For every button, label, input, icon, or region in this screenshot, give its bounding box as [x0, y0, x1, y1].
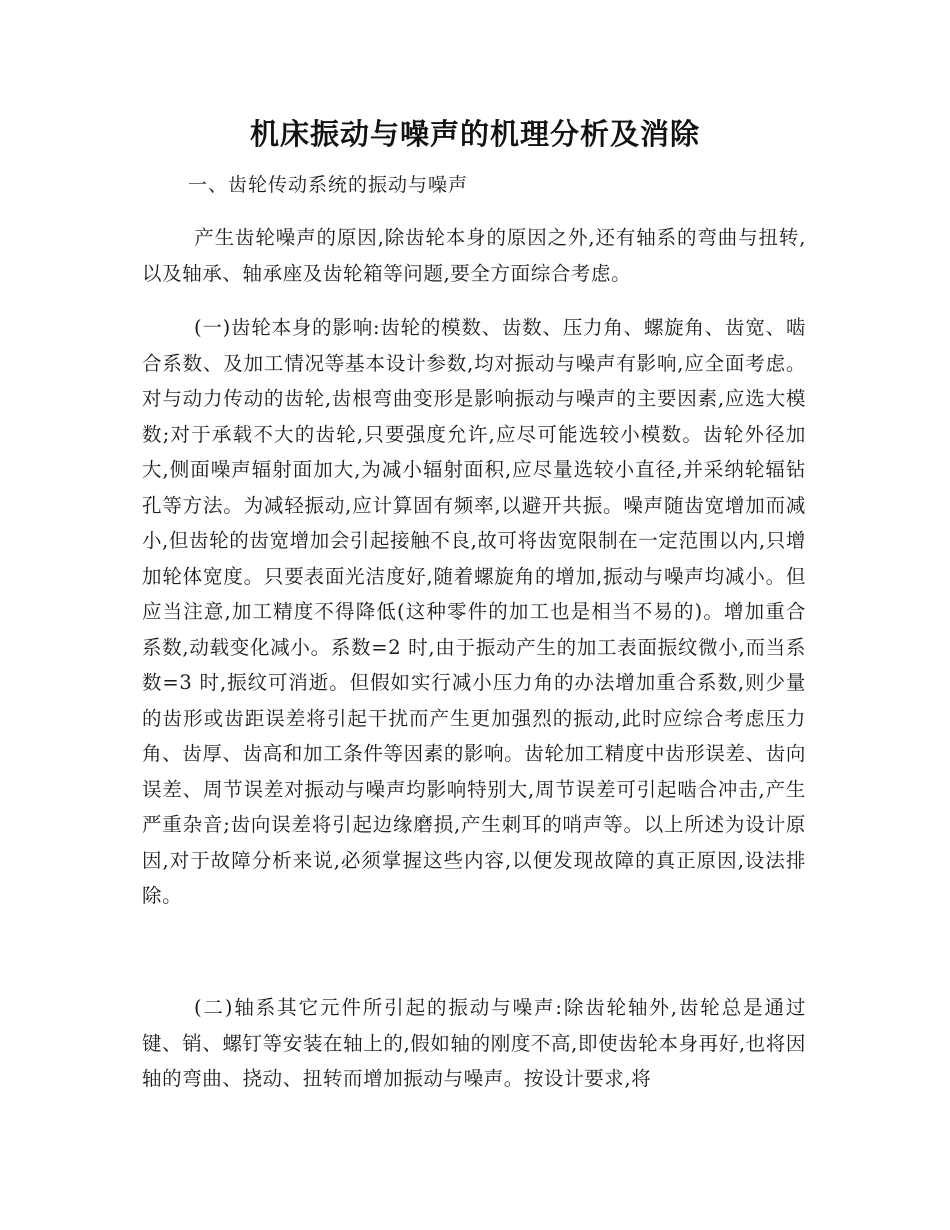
paragraph-text: (二)轴系其它元件所引起的振动与噪声:除齿轮轴外,齿轮总是通过键、销、螺钉等安装在轴上的,假如轴的刚度不高,即使齿轮本身再好,也将因轴的弯曲、挠动、扭转而增加振动与噪声。按设计要求,将 — [142, 996, 806, 1090]
paragraph-text: (一)齿轮本身的影响:齿轮的模数、齿数、压力角、螺旋角、齿宽、啮合系数、及加工情况等基本设计参数,均对振动与噪声有影响,应全面考虑。对与动力传动的齿轮,齿根弯曲变形是影响振动与噪声的主要因素,应选大模数;对于承载不大的齿轮,只要强度允许,应尽可能选较小模数。齿轮外径加大,侧面噪声辐射面加大,为减小辐射面积,应尽量选较小直径,并采纳轮辐钻孔等方法。为减轻振动,应计算固有频率,以避开共振。噪声随齿宽增加而减小,但齿轮的齿宽增加会引起接触不良,故可将齿宽限制在一定范围以内,只增加轮体宽度。只要表面光洁度好,随着螺旋角的增加,振动与噪声均减小。但应当注意,加工精度不得降低(这种零件的加工也是相当不易的)。增加重合系数,动载变化减小。系数=2 时,由于振动产生的加工表面振纹微小,而当系数=3 时,振纹可消逝。但假如实行减小压力角的办法增加重合系数,则少量的齿形或齿距误差将引起干扰而产生更加强烈的振动,此时应综合考虑压力角、齿厚、齿高和加工条件等因素的影响。齿轮加工精度中齿形误差、齿向误差、周节误差对振动与噪声均影响特别大,周节误差可引起啮合冲击,产生严重杂音;齿向误差将引起边缘磨损,产生刺耳的哨声等。以上所述为设计原因,对于故障分析来说,必须掌握这些内容,以便发现故障的真正原因,设法排除。 — [142, 316, 806, 907]
document-title: 机床振动与噪声的机理分析及消除 — [249, 117, 700, 151]
paragraph-text: 产生齿轮噪声的原因,除齿轮本身的原因之外,还有轴系的弯曲与扭转,以及轴承、轴承座及齿轮箱等问题,要全方面综合考虑。 — [142, 226, 806, 285]
paragraph-1 — [142, 220, 806, 291]
paragraph-2 — [142, 310, 806, 914]
section-heading: 一、齿轮传动系统的振动与噪声 — [188, 174, 469, 196]
paragraph-3 — [142, 990, 806, 1097]
